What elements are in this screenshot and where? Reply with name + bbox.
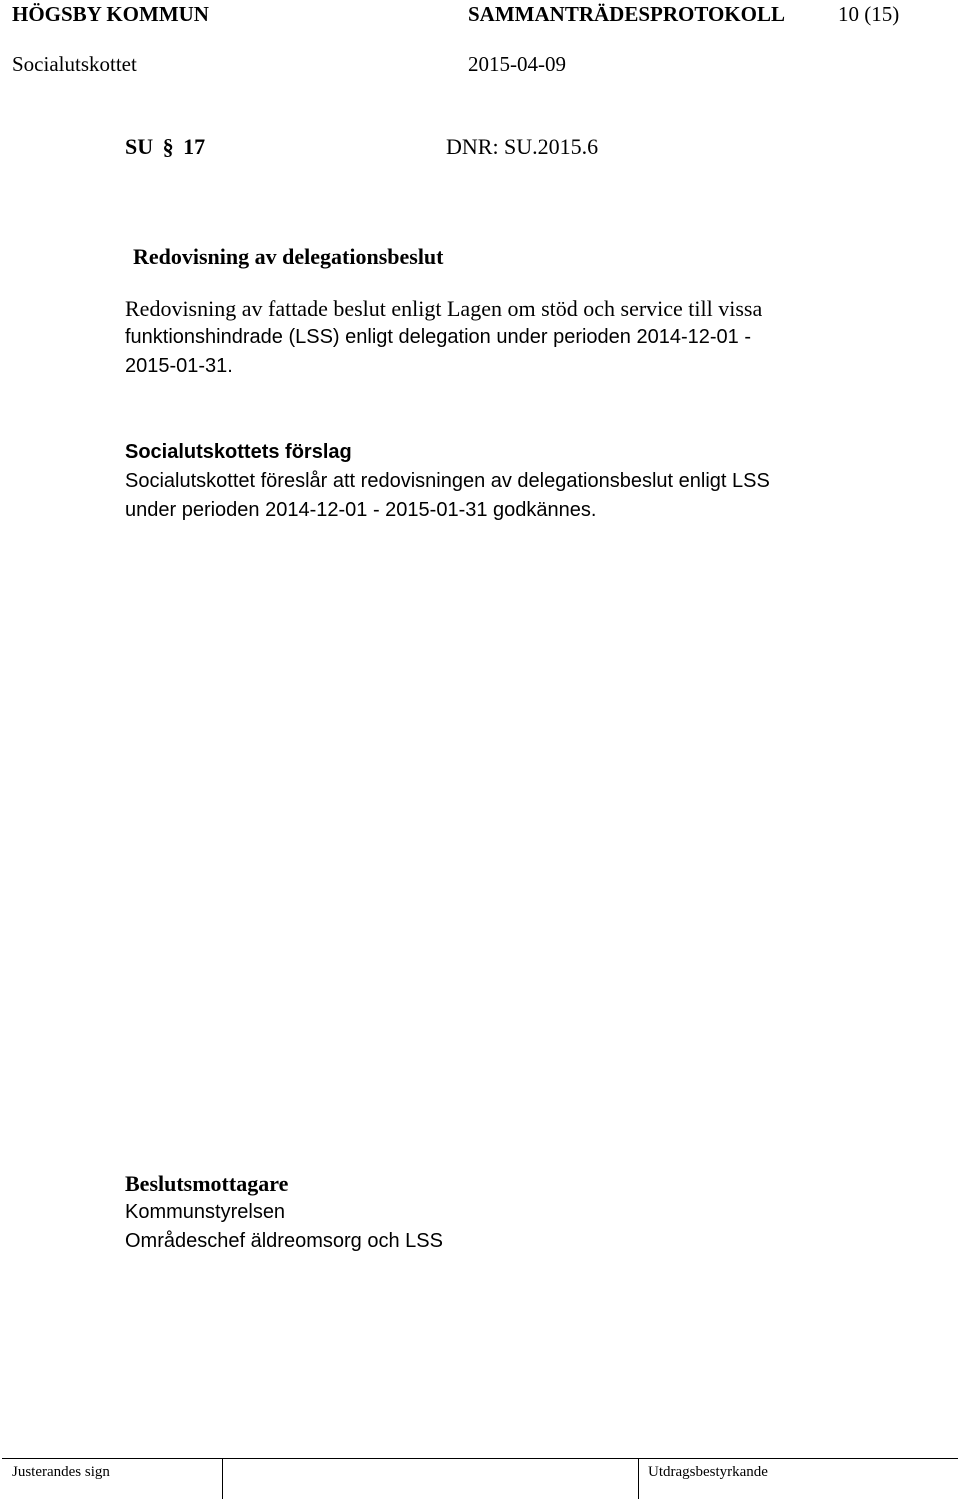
page-number: 10 (15) — [838, 2, 900, 26]
dnr-number: DNR: SU.2015.6 — [446, 134, 599, 159]
recipients-section — [125, 1169, 443, 1256]
signature-footer — [2, 1458, 958, 1499]
justerandes-sign-label: Justerandes sign — [12, 1464, 110, 1480]
description-line: Redovisning av fattade beslut enligt Lagen om stöd och service till vissa — [125, 296, 763, 321]
paragraph-symbol: § — [162, 134, 174, 159]
section-number: 17 — [183, 134, 206, 159]
proposal-line: under perioden 2014-12-01 - 2015-01-31 godkännes. — [125, 499, 597, 521]
recipients-heading: Beslutsmottagare — [125, 1171, 289, 1196]
utdragsbestyrkande-label: Utdragsbestyrkande — [648, 1464, 768, 1480]
proposal-section — [125, 438, 770, 525]
committee-name: Socialutskottet — [12, 52, 137, 76]
section-id — [125, 134, 205, 160]
description-line: funktionshindrade (LSS) enligt delegation under perioden 2014-12-01 - — [125, 326, 751, 348]
recipient-item: Kommunstyrelsen — [125, 1201, 286, 1223]
section-label: SU — [125, 134, 154, 159]
description-paragraph — [125, 294, 762, 381]
signature-cell — [638, 1459, 639, 1499]
proposal-line: Socialutskottet föreslår att redovisningen av delegationsbeslut enligt LSS — [125, 470, 770, 492]
municipality-name: HÖGSBY KOMMUN — [12, 2, 209, 26]
proposal-heading: Socialutskottets förslag — [125, 441, 352, 463]
meeting-date: 2015-04-09 — [468, 52, 566, 76]
document-type: SAMMANTRÄDESPROTOKOLL — [468, 2, 785, 26]
signature-cell — [222, 1459, 223, 1499]
description-line: 2015-01-31. — [125, 355, 233, 377]
page-title: Redovisning av delegationsbeslut — [133, 244, 444, 269]
recipient-item: Områdeschef äldreomsorg och LSS — [125, 1230, 443, 1252]
